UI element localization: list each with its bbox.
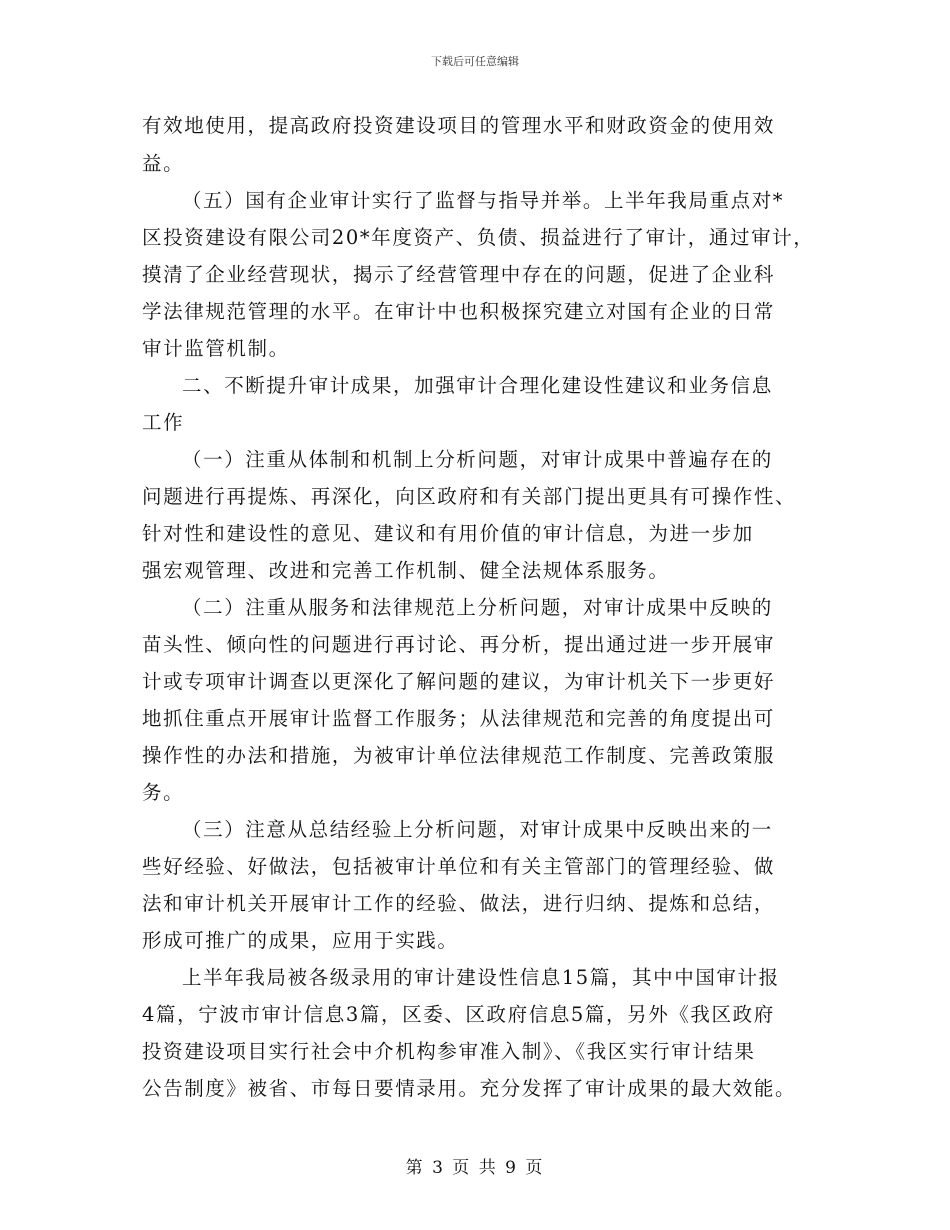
page-header-note: 下载后可任意编辑 xyxy=(431,55,519,68)
text-line: 益。 xyxy=(142,152,185,175)
text-line: 些好经验、好做法，包括被审计单位和有关主管部门的管理经验、做 xyxy=(142,855,776,878)
text-line: 苗头性、倾向性的问题进行再讨论、再分析，提出通过进一步开展审 xyxy=(142,633,776,656)
text-line: 审计监管机制。 xyxy=(142,337,290,360)
text-line: 形成可推广的成果，应用于实践。 xyxy=(142,929,459,952)
text-line: 摸清了企业经营现状，揭示了经营管理中存在的问题，促进了企业科 xyxy=(142,263,776,286)
section-heading-line: 二、不断提升审计成果，加强审计合理化建设性建议和业务信息 xyxy=(182,374,773,397)
text-line: 投资建设项目实行社会中介机构参审准入制》、《我区实行审计结果 xyxy=(142,1040,756,1063)
section-heading-line: 工作 xyxy=(142,411,185,434)
text-line: 问题进行再提炼、再深化，向区政府和有关部门提出更具有可操作性、 xyxy=(142,485,797,508)
text-line: 强宏观管理、改进和完善工作机制、健全法规体系服务。 xyxy=(142,559,670,582)
text-line: 上半年我局被各级录用的审计建设性信息15篇，其中中国审计报 xyxy=(182,966,780,989)
text-line: 有效地使用，提高政府投资建设项目的管理水平和财政资金的使用效 xyxy=(142,114,776,137)
text-line: 操作性的办法和措施，为被审计单位法律规范工作制度、完善政策服 xyxy=(142,744,776,767)
text-line: （三）注意从总结经验上分析问题，对审计成果中反映出来的一 xyxy=(182,818,773,841)
text-line: 学法律规范管理的水平。在审计中也积极探究建立对国有企业的日常 xyxy=(142,300,776,323)
text-line: 公告制度》被省、市每日要情录用。充分发挥了审计成果的最大效能。 xyxy=(142,1077,797,1100)
text-line: 务。 xyxy=(142,781,185,804)
text-line: （二）注重从服务和法律规范上分析问题，对审计成果中反映的 xyxy=(182,596,773,619)
text-line: 4篇，宁波市审计信息3篇，区委、区政府信息5篇，另外《我区政府 xyxy=(142,1003,775,1026)
text-line: 地抓住重点开展审计监督工作服务；从法律规范和完善的角度提出可 xyxy=(142,707,776,730)
text-line: 法和审计机关开展审计工作的经验、做法，进行归纳、提炼和总结， xyxy=(142,892,776,915)
text-line: （一）注重从体制和机制上分析问题，对审计成果中普遍存在的 xyxy=(182,448,773,471)
page-number-footer: 第 3 页 共 9 页 xyxy=(405,1158,545,1178)
text-line: 针对性和建设性的意见、建议和有用价值的审计信息，为进一步加 xyxy=(142,522,754,545)
text-line: 区投资建设有限公司20*年度资产、负债、损益进行了审计，通过审计， xyxy=(142,226,815,249)
text-line: （五）国有企业审计实行了监督与指导并举。上半年我局重点对* xyxy=(182,189,785,212)
text-line: 计或专项审计调查以更深化了解问题的建议，为审计机关下一步更好 xyxy=(142,670,776,693)
